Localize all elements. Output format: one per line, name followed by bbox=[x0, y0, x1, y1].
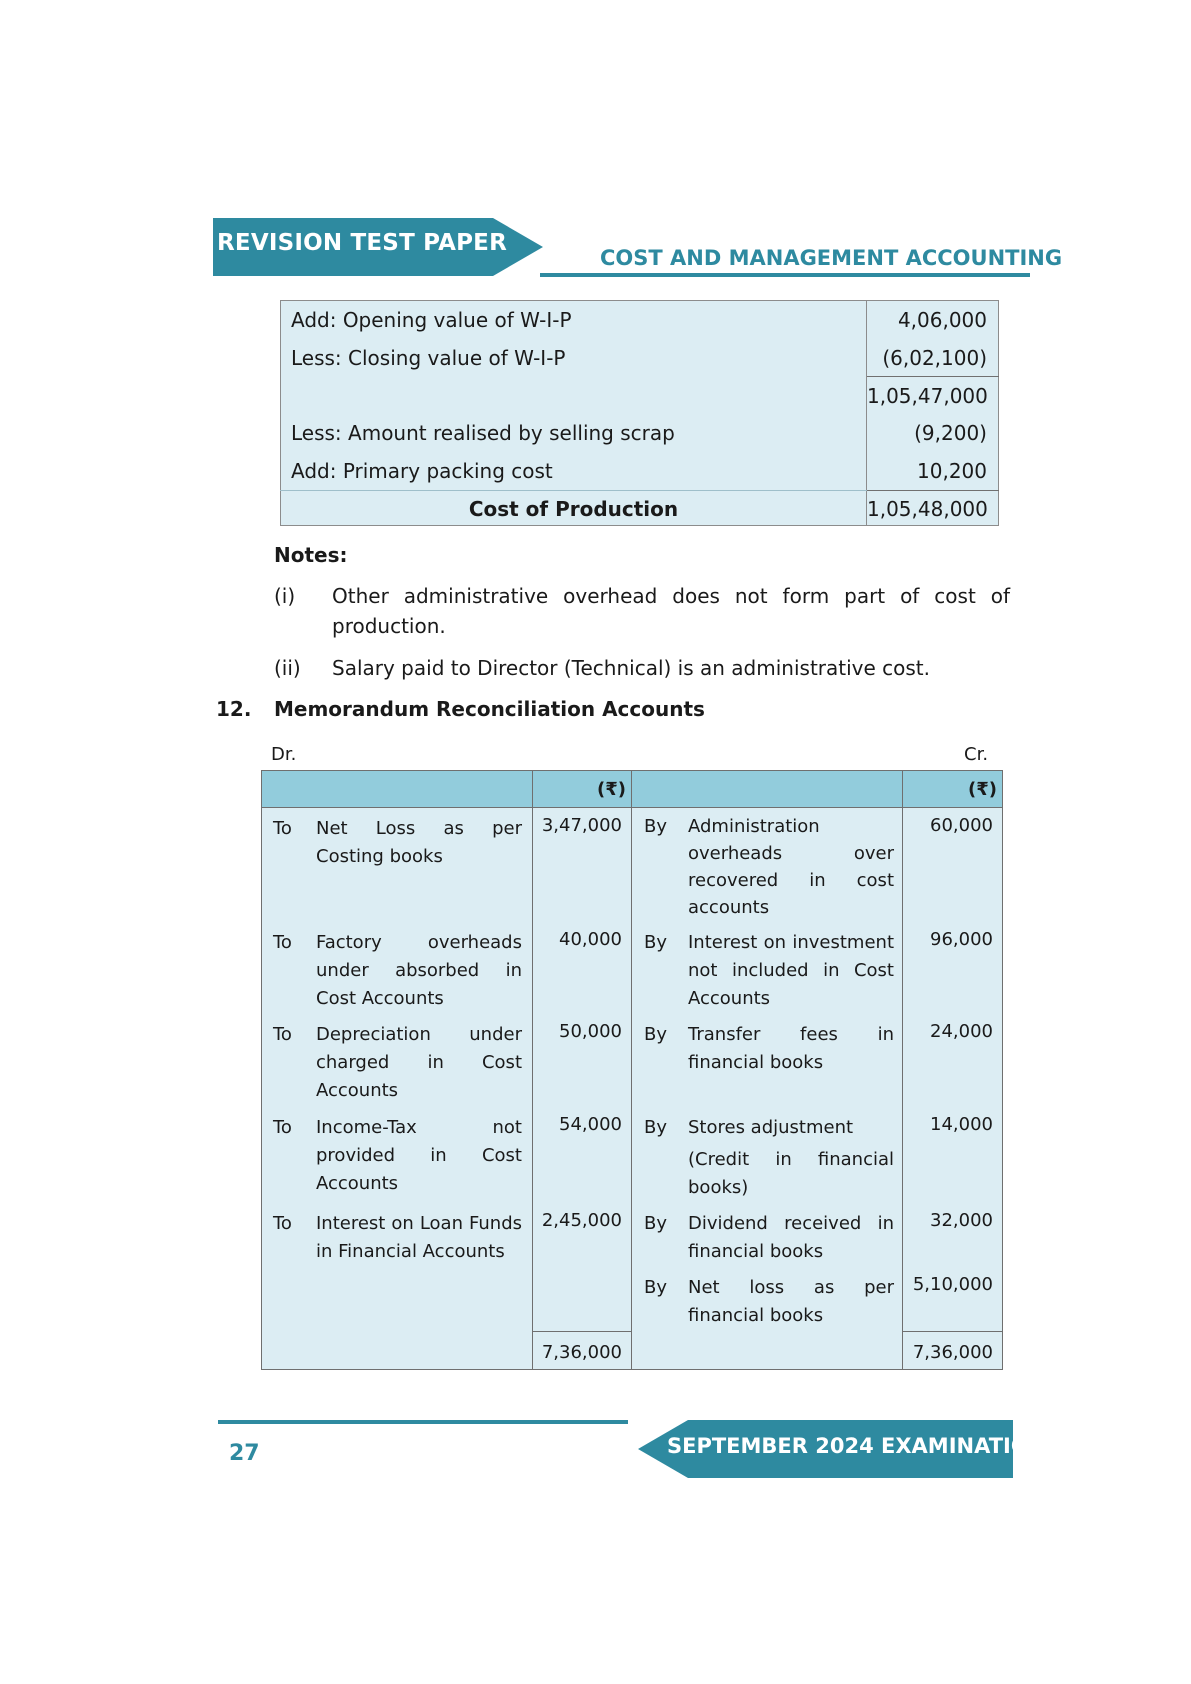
entry-prefix: By bbox=[644, 1277, 668, 1298]
note-text: Other administrative overhead does not form part of cost of bbox=[332, 584, 1010, 608]
footer-rule bbox=[218, 1420, 628, 1424]
debit-entry: Depreciation under charged in Cost Accounts bbox=[316, 1024, 522, 1101]
cost-total-label: Cost of Production bbox=[468, 497, 679, 521]
credit-label: Cr. bbox=[964, 744, 989, 765]
note-text: production. bbox=[332, 614, 446, 638]
credit-amount: 24,000 bbox=[930, 1021, 993, 1042]
currency-header: (₹) bbox=[597, 779, 626, 800]
cost-row-label: Add: Primary packing cost bbox=[291, 459, 553, 483]
entry-prefix: By bbox=[644, 1024, 668, 1045]
cost-of-production-table bbox=[280, 300, 999, 526]
column-divider bbox=[631, 771, 632, 1369]
credit-entry: Dividend received in financial books bbox=[688, 1213, 894, 1262]
entry-prefix: To bbox=[273, 818, 292, 839]
cost-row-amount: (6,02,100) bbox=[882, 346, 987, 370]
credit-entry: Administration overheads over recovered in cost accounts bbox=[688, 816, 894, 918]
cost-row-amount: 1,05,47,000 bbox=[867, 384, 988, 408]
currency-header: (₹) bbox=[968, 779, 997, 800]
cost-total-amount: 1,05,48,000 bbox=[867, 497, 988, 521]
debit-entry: Income-Tax not provided in Cost Accounts bbox=[316, 1117, 522, 1194]
credit-entry: Stores adjustment (Credit in financial books) bbox=[688, 1117, 894, 1198]
cost-row-amount: (9,200) bbox=[914, 421, 987, 445]
cost-row-label: Less: Amount realised by selling scrap bbox=[291, 421, 675, 445]
subject-title: COST AND MANAGEMENT ACCOUNTING bbox=[600, 246, 1063, 270]
credit-amount: 14,000 bbox=[930, 1114, 993, 1135]
entry-prefix: To bbox=[273, 932, 292, 953]
question-number: 12. bbox=[216, 697, 252, 721]
credit-total-rule bbox=[902, 1331, 1002, 1332]
column-divider bbox=[532, 771, 533, 1369]
note-text: Salary paid to Director (Technical) is an administrative cost. bbox=[332, 656, 931, 680]
credit-amount: 5,10,000 bbox=[912, 1274, 993, 1295]
credit-amount: 96,000 bbox=[930, 929, 993, 950]
header-title: REVISION TEST PAPER bbox=[217, 230, 507, 256]
debit-entry: Factory overheads under absorbed in Cost Accounts bbox=[316, 932, 522, 1009]
debit-amount: 3,47,000 bbox=[541, 815, 622, 836]
header-rule bbox=[540, 273, 1030, 277]
debit-amount: 40,000 bbox=[559, 929, 622, 950]
total-row-rule bbox=[280, 490, 867, 491]
debit-label: Dr. bbox=[271, 744, 297, 765]
credit-entry: Interest on investment not included in Cost Accounts bbox=[688, 932, 894, 1009]
entry-prefix: By bbox=[644, 932, 668, 953]
table-divider bbox=[866, 300, 867, 526]
debit-total: 7,36,000 bbox=[541, 1342, 622, 1363]
cost-row-label: Add: Opening value of W-I-P bbox=[291, 308, 572, 332]
debit-total-rule bbox=[532, 1331, 632, 1332]
notes-heading: Notes: bbox=[274, 543, 348, 567]
credit-amount: 32,000 bbox=[930, 1210, 993, 1231]
question-title: Memorandum Reconciliation Accounts bbox=[274, 697, 705, 721]
table-header-row bbox=[262, 771, 1002, 808]
credit-entry: Net loss as per financial books bbox=[688, 1277, 894, 1326]
entry-prefix: By bbox=[644, 1213, 668, 1234]
note-number: (i) bbox=[274, 584, 296, 608]
credit-entry: Transfer fees in financial books bbox=[688, 1024, 894, 1073]
column-divider bbox=[902, 771, 903, 1369]
credit-amount: 60,000 bbox=[930, 815, 993, 836]
total-rule bbox=[867, 490, 999, 491]
credit-total: 7,36,000 bbox=[912, 1342, 993, 1363]
entry-prefix: To bbox=[273, 1213, 292, 1234]
debit-entry: Interest on Loan Funds in Financial Accounts bbox=[316, 1213, 522, 1262]
note-number: (ii) bbox=[274, 656, 301, 680]
entry-prefix: By bbox=[644, 816, 668, 837]
cost-row-amount: 10,200 bbox=[917, 459, 987, 483]
cost-row-amount: 4,06,000 bbox=[897, 308, 987, 332]
debit-amount: 2,45,000 bbox=[541, 1210, 622, 1231]
debit-amount: 54,000 bbox=[559, 1114, 622, 1135]
exam-title: SEPTEMBER 2024 EXAMINATION bbox=[667, 1434, 1047, 1458]
debit-amount: 50,000 bbox=[559, 1021, 622, 1042]
debit-entry: Net Loss as per Costing books bbox=[316, 818, 522, 867]
page-number: 27 bbox=[229, 1441, 260, 1466]
entry-prefix: To bbox=[273, 1024, 292, 1045]
header-rule bbox=[262, 807, 1002, 808]
cost-row-label: Less: Closing value of W-I-P bbox=[291, 346, 566, 370]
subtotal-rule bbox=[867, 376, 999, 377]
entry-prefix: By bbox=[644, 1117, 668, 1138]
entry-prefix: To bbox=[273, 1117, 292, 1138]
